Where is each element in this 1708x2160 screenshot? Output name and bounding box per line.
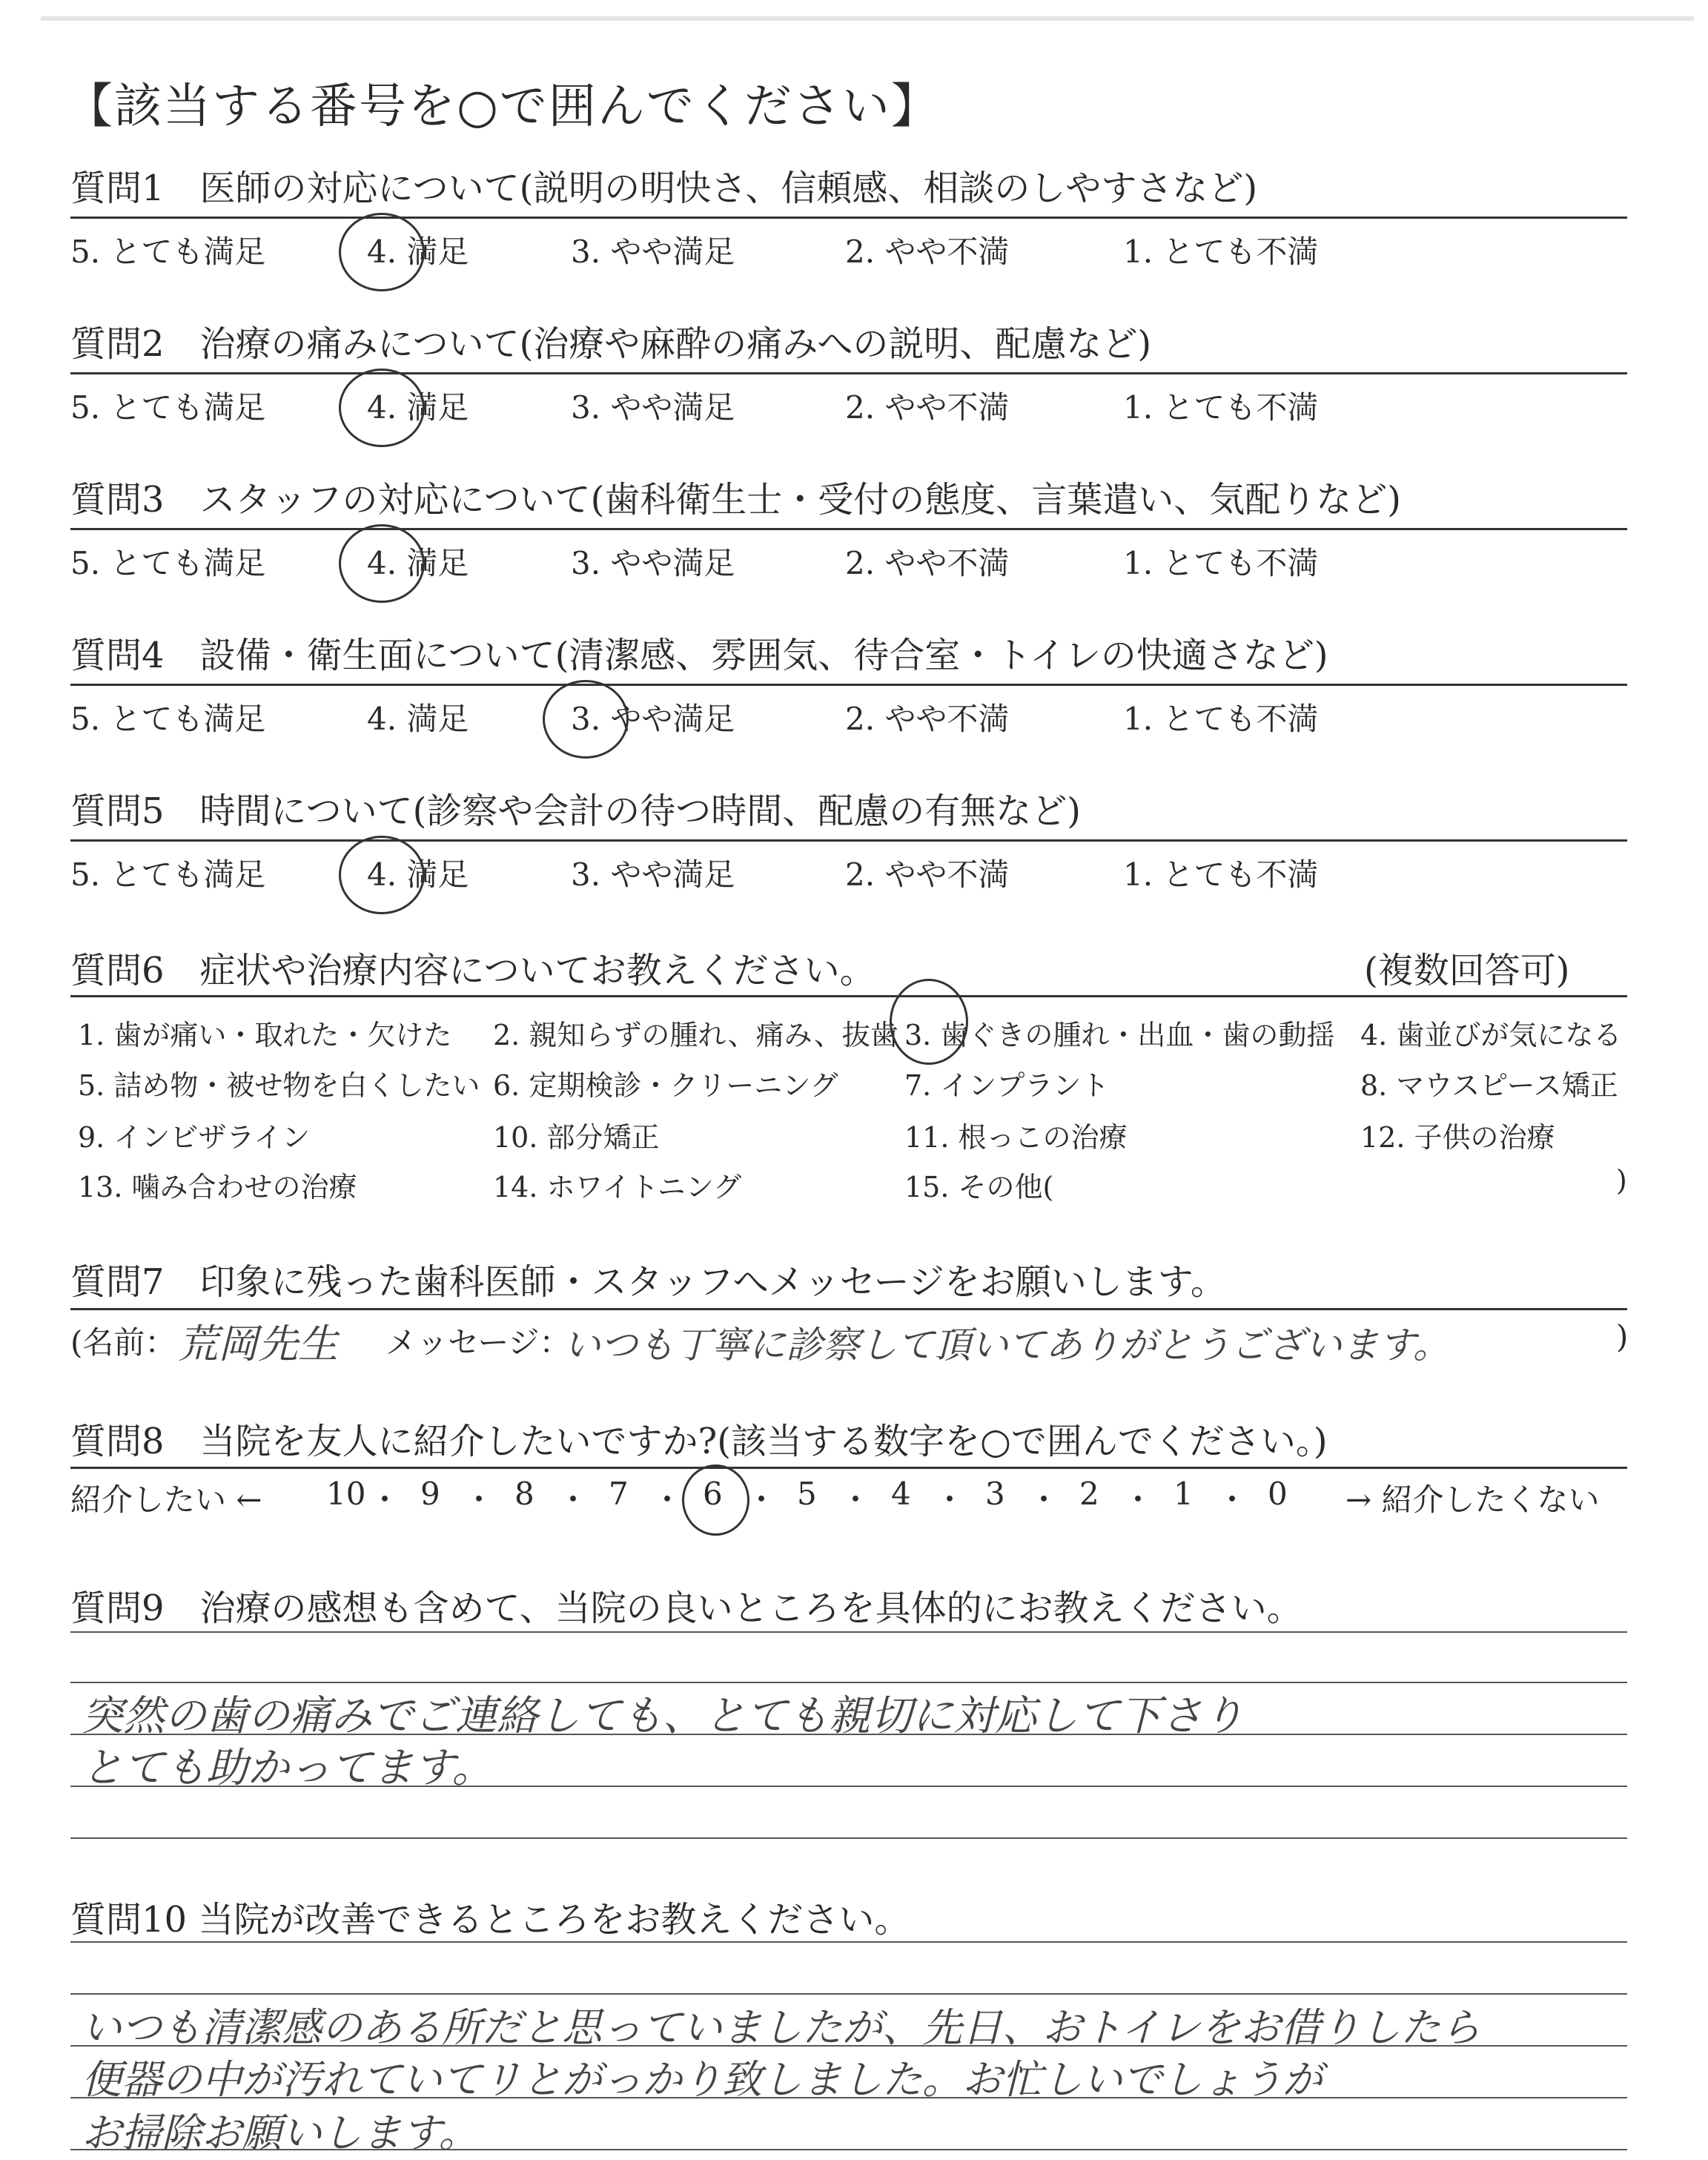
q8-scale-number[interactable]: 9 [420,1476,440,1512]
q6-option[interactable]: 5. 詰め物・被せ物を白くしたい [78,1069,480,1102]
q8-scale-number[interactable]: 3 [985,1476,1005,1512]
rating-option[interactable]: 1. とても不満 [1123,234,1319,270]
question-rule [70,839,1627,842]
rating-option[interactable]: 2. やや不満 [845,701,1010,737]
q6-option[interactable]: 7. インプラント [904,1069,1110,1102]
selection-circle [339,213,425,291]
q7-message-value[interactable]: いつも丁寧に診察して頂いてありがとうございます。 [563,1324,1450,1367]
question-rule [70,528,1627,530]
q7-close-paren: ) [1616,1318,1629,1355]
q8-scale-number[interactable]: 10 [326,1476,366,1512]
q8-scale-number[interactable]: 0 [1268,1476,1288,1512]
rating-option[interactable]: 4. 満足 [367,234,469,270]
q8-scale-number[interactable]: 2 [1079,1476,1099,1512]
q10-line [70,1993,1627,1995]
rating-option[interactable]: 1. とても不満 [1123,545,1319,581]
q6-option[interactable]: 11. 根っこの治療 [904,1121,1128,1154]
question-rule [70,372,1627,374]
q7-rule [70,1308,1627,1310]
selection-circle [890,979,968,1065]
q8-scale-number[interactable]: 6 [703,1476,723,1512]
q6-rule [70,995,1627,997]
q8-separator: ・ [652,1482,683,1518]
q10-answer-line[interactable]: いつも清潔感のある所だと思っていましたが、先日、おトイレをお借りしたら [82,2004,1481,2051]
selection-circle [339,836,425,914]
q10-answer-line[interactable]: 便器の中が汚れていてリとがっかり致しました。お忙しいでしょうが [82,2056,1323,2103]
question-rule [70,217,1627,219]
rating-option[interactable]: 1. とても不満 [1123,389,1319,426]
rating-option[interactable]: 2. やや不満 [845,389,1010,426]
question-title: 質問3 スタッフの対応について(歯科衛生士・受付の態度、言葉遣い、気配りなど) [70,479,1402,521]
rating-option[interactable]: 3. やや満足 [571,545,735,581]
q8-scale-number[interactable]: 1 [1174,1476,1194,1512]
selection-circle [543,680,629,759]
q8-separator: ・ [557,1482,589,1518]
q6-title: 質問6 症状や治療内容についてお教えください。 [70,950,875,991]
q6-option[interactable]: 4. 歯並びが気になる [1360,1019,1622,1051]
q8-separator: ・ [1217,1482,1248,1518]
q9-line [70,1837,1627,1839]
q6-note: (複数回答可) [1364,950,1570,991]
q6-option[interactable]: 6. 定期検診・クリーニング [493,1069,838,1102]
question-title: 質問5 時間について(診察や会計の待つ時間、配慮の有無など) [70,790,1082,832]
rating-option[interactable]: 1. とても不満 [1123,856,1319,893]
rating-option[interactable]: 3. やや満足 [571,389,735,426]
q8-separator: ・ [1028,1482,1060,1518]
question-title: 質問2 治療の痛みについて(治療や麻酔の痛みへの説明、配慮など) [70,323,1152,365]
q6-option[interactable]: 2. 親知らずの腫れ、痛み、抜歯 [493,1019,898,1051]
rating-option[interactable]: 4. 満足 [367,701,469,737]
q8-scale-number[interactable]: 4 [891,1476,911,1512]
q8-separator: ・ [463,1482,495,1518]
rating-option[interactable]: 2. やや不満 [845,545,1010,581]
q8-right-label: → 紹介したくない [1345,1482,1600,1518]
q6-option[interactable]: 8. マウスピース矯正 [1360,1069,1618,1102]
rating-option[interactable]: 3. やや満足 [571,856,735,893]
rating-option[interactable]: 5. とても満足 [70,389,266,426]
q9-line [70,1631,1627,1633]
q9-answer-line[interactable]: とても助かってます。 [82,1744,494,1792]
q7-message-label: メッセージ： [385,1324,571,1361]
rating-option[interactable]: 5. とても満足 [70,545,266,581]
top-edge [41,16,1694,21]
q7-name-value[interactable]: 荒岡先生 [178,1321,338,1367]
q8-scale-number[interactable]: 7 [609,1476,629,1512]
q10-title: 質問10 当院が改善できるところをお教えください。 [70,1899,910,1941]
rating-option[interactable]: 2. やや不満 [845,856,1010,893]
q8-rule [70,1467,1627,1469]
q6-option[interactable]: 13. 噛み合わせの治療 [78,1171,357,1203]
question-title: 質問1 医師の対応について(説明の明快さ、信頼感、相談のしやすさなど) [70,168,1258,209]
q8-separator: ・ [369,1482,401,1518]
rating-option[interactable]: 5. とても満足 [70,701,266,737]
q10-answer-line[interactable]: お掃除お願いします。 [82,2110,479,2156]
q8-separator: ・ [934,1482,966,1518]
rating-option[interactable]: 3. やや満足 [571,234,735,270]
q6-option[interactable]: 1. 歯が痛い・取れた・欠けた [78,1019,452,1051]
rating-option[interactable]: 4. 満足 [367,545,469,581]
form-title: 【該当する番号を○で囲んでください】 [65,79,940,134]
q8-left-label: 紹介したい ← [70,1482,262,1518]
q8-title: 質問8 当院を友人に紹介したいですか?(該当する数字を○で囲んでください。) [70,1421,1328,1462]
q8-separator: ・ [746,1482,778,1518]
q6-option[interactable]: 15. その他( [904,1171,1054,1203]
rating-option[interactable]: 3. やや満足 [571,701,735,737]
q9-title: 質問9 治療の感想も含めて、当院の良いところを具体的にお教えください。 [70,1588,1302,1629]
rating-option[interactable]: 4. 満足 [367,389,469,426]
question-title: 質問4 設備・衛生面について(清潔感、雰囲気、待合室・トイレの快適さなど) [70,635,1328,676]
selection-circle [339,524,425,603]
q7-title: 質問7 印象に残った歯科医師・スタッフへメッセージをお願いします。 [70,1261,1226,1303]
q8-scale-number[interactable]: 5 [797,1476,817,1512]
rating-option[interactable]: 5. とても満足 [70,856,266,893]
q8-scale-number[interactable]: 8 [514,1476,534,1512]
rating-option[interactable]: 5. とても満足 [70,234,266,270]
q7-name-label: (名前： [70,1324,176,1361]
q6-option[interactable]: 14. ホワイトニング [493,1171,742,1203]
rating-option[interactable]: 1. とても不満 [1123,701,1319,737]
q10-line [70,1941,1627,1943]
q9-answer-line[interactable]: 突然の歯の痛みでご連絡しても、とても親切に対応して下さり [82,1692,1244,1740]
q6-option[interactable]: 12. 子供の治療 [1360,1121,1555,1154]
rating-option[interactable]: 2. やや不満 [845,234,1010,270]
q6-option[interactable]: 3. 歯ぐきの腫れ・出血・歯の動揺 [904,1019,1335,1051]
q8-separator: ・ [1122,1482,1154,1518]
rating-option[interactable]: 4. 満足 [367,856,469,893]
q6-option: ) [1616,1164,1627,1197]
selection-circle [682,1464,749,1536]
question-rule [70,684,1627,686]
q6-option[interactable]: 10. 部分矯正 [493,1121,660,1154]
selection-circle [339,369,425,447]
q8-separator: ・ [840,1482,872,1518]
q6-option[interactable]: 9. インビザライン [78,1121,311,1154]
